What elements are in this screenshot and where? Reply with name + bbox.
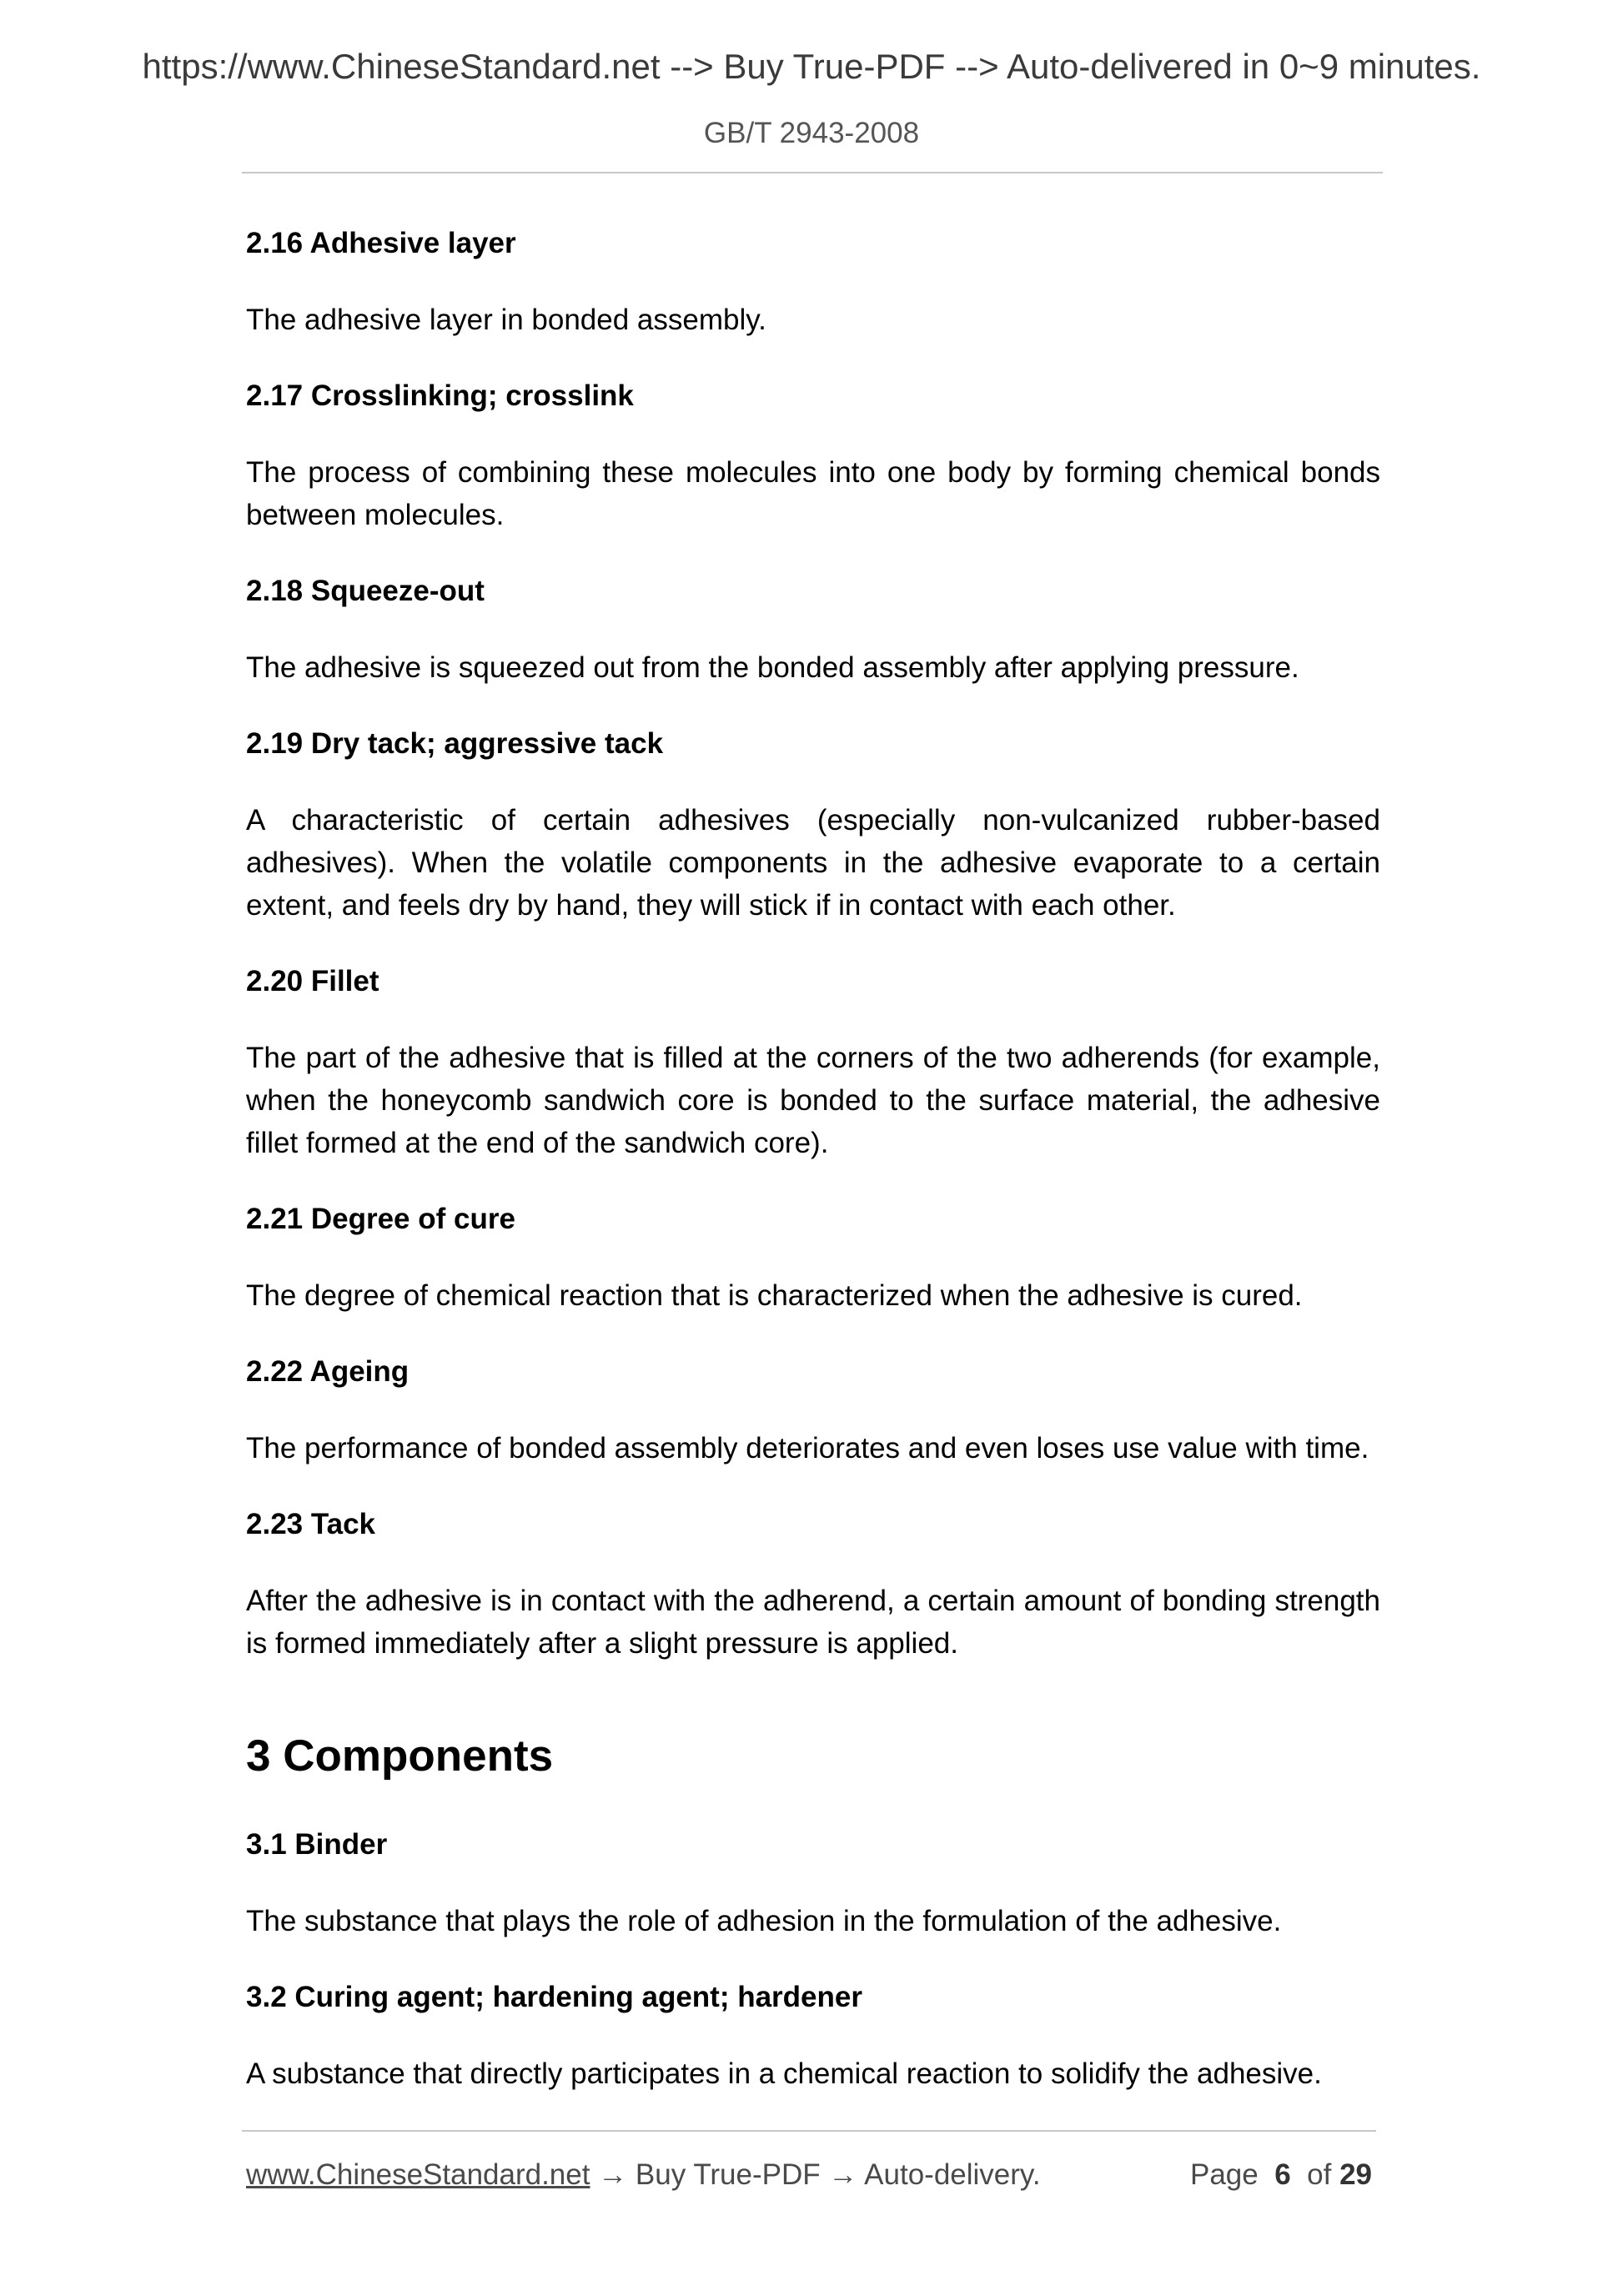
term-definition: A characteristic of certain adhesives (especially non-vulcanized rubber-based adhesives). When the volatile components in the adhesive evaporate to a certain extent, and feels dry by hand, they will stick if in contact with each other.: [246, 804, 1380, 922]
top-banner: https://www.ChineseStandard.net --> Buy True-PDF --> Auto-delivered in 0~9 minutes.: [142, 47, 1481, 86]
term-heading: 2.20 Fillet: [246, 965, 379, 997]
term-definition: The degree of chemical reaction that is characterized when the adhesive is cured.: [246, 1279, 1303, 1312]
term-2-19: [246, 724, 1380, 927]
term-heading: 2.22 Ageing: [246, 1355, 410, 1388]
term-2-18: [246, 571, 1380, 689]
term-definition: After the adhesive is in contact with the adherend, a certain amount of bonding strength is formed immediately after a slight pressure is applied.: [246, 1585, 1380, 1660]
term-definition: The adhesive layer in bonded assembly.: [246, 304, 766, 336]
document-code: GB/T 2943-2008: [703, 117, 920, 149]
chapter-heading: 3 Components: [246, 1731, 554, 1781]
footer-site-link[interactable]: www.ChineseStandard.net: [246, 2158, 590, 2191]
term-3-2: [246, 1977, 1380, 2095]
term-heading: 3.1 Binder: [246, 1828, 388, 1861]
term-heading: 2.21 Degree of cure: [246, 1203, 515, 1235]
page-content: [246, 224, 1380, 2130]
term-2-22: [246, 1352, 1380, 1470]
term-definition: The adhesive is squeezed out from the bonded assembly after applying pressure.: [246, 651, 1299, 684]
term-definition: The process of combining these molecules into one body by forming chemical bonds between molecules.: [246, 456, 1380, 531]
footer: [246, 2155, 1372, 2195]
of-label: of: [1307, 2158, 1332, 2191]
page-number: 6: [1274, 2158, 1291, 2191]
page-label: Page: [1190, 2158, 1259, 2191]
total-pages: 29: [1339, 2158, 1372, 2191]
term-heading: 2.17 Crosslinking; crosslink: [246, 379, 634, 412]
term-2-16: [246, 224, 1380, 341]
term-definition: The performance of bonded assembly deteriorates and even loses use value with time.: [246, 1432, 1369, 1465]
term-definition: The substance that plays the role of adhesion in the formulation of the adhesive.: [246, 1905, 1282, 1937]
term-heading: 2.18 Squeeze-out: [246, 575, 485, 607]
term-2-21: [246, 1199, 1380, 1317]
page-indicator: [1190, 2155, 1372, 2195]
header-divider: [242, 172, 1383, 173]
term-heading: 2.19 Dry tack; aggressive tack: [246, 727, 664, 760]
footer-tagline: → Buy True-PDF → Auto-delivery.: [590, 2158, 1041, 2191]
term-3-1: [246, 1825, 1380, 1942]
term-2-23: [246, 1505, 1380, 1665]
term-heading: 3.2 Curing agent; hardening agent; hardener: [246, 1981, 862, 2013]
term-2-17: [246, 376, 1380, 536]
term-heading: 2.16 Adhesive layer: [246, 227, 516, 259]
footer-divider: [242, 2130, 1376, 2132]
term-heading: 2.23 Tack: [246, 1508, 376, 1540]
term-definition: A substance that directly participates in a chemical reaction to solidify the adhesive.: [246, 2057, 1322, 2090]
term-definition: The part of the adhesive that is filled at the corners of the two adherends (for example, when the honeycomb sandwich core is bonded to the surface material, the adhesive fillet formed at the end of the sandwich core).: [246, 1042, 1380, 1159]
term-2-20: [246, 962, 1380, 1164]
